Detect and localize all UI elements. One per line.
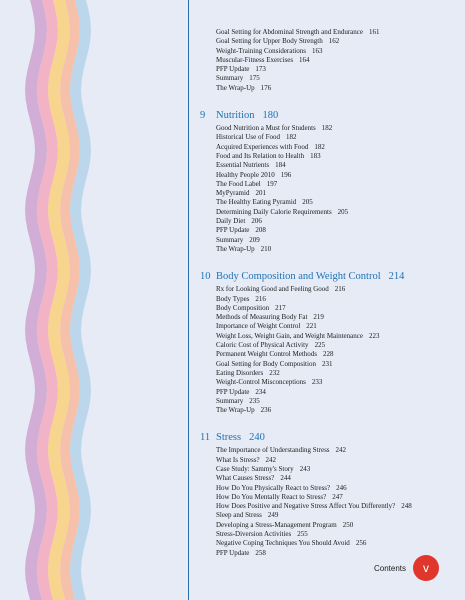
toc-entry <box>216 84 458 93</box>
chapter-number: 11 <box>200 432 211 444</box>
toc-entry-page: 182 <box>314 142 325 151</box>
toc-entry-page: 197 <box>266 179 278 188</box>
toc-entry <box>216 28 458 37</box>
decorative-wave-stripes <box>0 0 160 600</box>
chapter-entries <box>216 446 458 558</box>
toc-entry-title: The Wrap-Up <box>216 83 255 92</box>
toc-entry-title: Good Nutrition a Must for Students <box>216 124 316 133</box>
toc-entry-page: 216 <box>255 294 266 303</box>
toc-entry <box>216 474 458 483</box>
toc-entry-title: PFP Update <box>216 548 250 557</box>
toc-entry <box>216 133 458 142</box>
chapter-section <box>200 270 458 415</box>
toc-entry <box>216 236 458 245</box>
chapter-list <box>200 109 458 558</box>
toc-entry-page: 234 <box>255 387 266 396</box>
toc-entry-title: Case Study: Sammy's Story <box>216 464 294 473</box>
toc-entry <box>216 171 458 180</box>
toc-entry-title: Importance of Weight Control <box>216 322 301 331</box>
toc-entry-page: 216 <box>334 285 346 294</box>
chapter-number: 10 <box>200 271 211 283</box>
toc-entry <box>216 397 458 406</box>
toc-entry-title: Eating Disorders <box>216 368 264 377</box>
chapter-number: 9 <box>200 110 206 122</box>
continued-entries <box>216 28 458 93</box>
toc-entry <box>216 217 458 226</box>
toc-entry-page: 183 <box>310 151 321 160</box>
toc-entry-page: 201 <box>255 189 266 198</box>
chapter-page: 180 <box>262 110 279 122</box>
toc-entry <box>216 295 458 304</box>
toc-entry <box>216 521 458 530</box>
toc-entry-page: 242 <box>335 446 347 455</box>
toc-entry-title: Essential Nutrients <box>216 161 270 170</box>
toc-entry <box>216 360 458 369</box>
toc-entry-page: 246 <box>336 483 347 492</box>
toc-entry <box>216 143 458 152</box>
toc-entry-title: Determining Daily Calorie Requirements <box>216 207 332 216</box>
chapter-section <box>200 109 458 254</box>
toc-entry <box>216 341 458 350</box>
toc-entry-title: Weight-Control Misconceptions <box>216 378 306 387</box>
toc-entry-title: Weight-Training Considerations <box>216 46 306 55</box>
toc-entry-page: 210 <box>260 244 272 253</box>
toc-entry <box>216 226 458 235</box>
toc-entry <box>216 322 458 331</box>
toc-entry-title: What Is Stress? <box>216 455 260 464</box>
toc-entry-title: Methods of Measuring Body Fat <box>216 313 308 322</box>
toc-entry-page: 182 <box>321 124 333 133</box>
toc-entry-page: 196 <box>280 170 292 179</box>
toc-entry-page: 231 <box>321 359 333 368</box>
toc-entry-page: 182 <box>285 133 297 142</box>
toc-entry-page: 221 <box>306 322 317 331</box>
toc-entry <box>216 465 458 474</box>
toc-entry-title: Daily Diet <box>216 217 246 226</box>
toc-entry-page: 162 <box>328 37 340 46</box>
toc-entry-title: How Does Positive and Negative Stress Affect You Differently? <box>216 502 396 511</box>
toc-entry-page: 164 <box>299 55 310 64</box>
toc-entry-page: 233 <box>311 378 323 387</box>
toc-entry-title: PFP Update <box>216 65 250 74</box>
toc-entry <box>216 388 458 397</box>
toc-entry <box>216 56 458 65</box>
toc-entry-page: 225 <box>314 341 326 350</box>
toc-entry <box>216 198 458 207</box>
toc-entry <box>216 189 458 198</box>
toc-entry-title: PFP Update <box>216 387 250 396</box>
toc-entry-title: The Wrap-Up <box>216 406 255 415</box>
toc-entry-title: Historical Use of Food <box>216 133 280 142</box>
toc-entry <box>216 74 458 83</box>
toc-entry-title: How Do You Mentally React to Stress? <box>216 492 327 501</box>
chapter-section <box>200 431 458 558</box>
toc-entry-page: 244 <box>280 474 291 483</box>
toc-entry-title: The Wrap-Up <box>216 244 255 253</box>
toc-entry-title: The Food Label <box>216 179 261 188</box>
toc-entry-page: 184 <box>275 161 286 170</box>
toc-entry <box>216 350 458 359</box>
toc-entry-title: Weight Loss, Weight Gain, and Weight Maintenance <box>216 331 363 340</box>
toc-entry-page: 208 <box>255 226 266 235</box>
toc-entry-title: Stress-Diversion Activities <box>216 530 292 539</box>
toc-entry <box>216 406 458 415</box>
toc-entry-page: 206 <box>251 217 262 226</box>
toc-entry-page: 217 <box>275 303 286 312</box>
toc-entry-page: 176 <box>260 83 272 92</box>
toc-entry-title: Healthy People 2010 <box>216 170 275 179</box>
toc-entry-page: 219 <box>313 313 324 322</box>
toc-entry <box>216 511 458 520</box>
toc-entry <box>216 208 458 217</box>
toc-entry <box>216 378 458 387</box>
toc-entry <box>216 539 458 548</box>
toc-entry-title: Goal Setting for Abdominal Strength and Endurance <box>216 28 363 36</box>
toc-entry <box>216 285 458 294</box>
toc-entry-page: 175 <box>249 74 260 83</box>
chapter-heading <box>200 109 458 122</box>
toc-entry-title: The Healthy Eating Pyramid <box>216 198 297 207</box>
toc-entry <box>216 493 458 502</box>
toc-entry-title: Sleep and Stress <box>216 511 262 520</box>
toc-entry-page: 223 <box>368 331 380 340</box>
toc-entry <box>216 304 458 313</box>
toc-entry-title: Body Types <box>216 294 250 303</box>
chapter-entries <box>216 124 458 254</box>
toc-entry <box>216 37 458 46</box>
toc-entry <box>216 152 458 161</box>
toc-entry <box>216 245 458 254</box>
toc-entry-title: Goal Setting for Upper Body Strength <box>216 37 323 46</box>
toc-entry-page: 255 <box>297 530 308 539</box>
toc-entry-page: 256 <box>355 539 367 548</box>
toc-entry-title: What Causes Stress? <box>216 474 275 483</box>
toc-entry-title: Rx for Looking Good and Feeling Good <box>216 285 329 294</box>
chapter-heading <box>200 270 458 283</box>
toc-entry <box>216 484 458 493</box>
toc-entry <box>216 369 458 378</box>
contents-footer-label: Contents <box>374 564 407 573</box>
toc-entry <box>216 502 458 511</box>
toc-entry <box>216 530 458 539</box>
toc-entry <box>216 161 458 170</box>
vertical-divider-rule <box>188 0 189 600</box>
chapter-heading <box>200 431 458 444</box>
page-number-badge: v <box>413 555 439 581</box>
toc-entry-page: 249 <box>267 511 279 520</box>
toc-entry <box>216 313 458 322</box>
chapter-title: Body Composition and Weight Control <box>216 271 381 283</box>
toc-entry-page: 209 <box>249 235 260 244</box>
toc-entry-title: How Do You Physically React to Stress? <box>216 483 331 492</box>
toc-entry-page: 235 <box>249 396 260 405</box>
toc-entry-title: Summary <box>216 74 244 83</box>
toc-entry-title: Negative Coping Techniques You Should Avoid <box>216 539 350 548</box>
chapter-entries <box>216 285 458 415</box>
toc-entry <box>216 124 458 133</box>
toc-entry-page: 242 <box>265 455 277 464</box>
toc-entry-page: 236 <box>260 406 272 415</box>
toc-entry-title: Caloric Cost of Physical Activity <box>216 341 309 350</box>
toc-entry <box>216 456 458 465</box>
toc-entry <box>216 332 458 341</box>
chapter-page: 240 <box>249 432 265 444</box>
toc-entry-title: Developing a Stress-Management Program <box>216 520 337 529</box>
toc-entry-title: Goal Setting for Body Composition <box>216 359 316 368</box>
chapter-title: Stress <box>216 432 242 444</box>
toc-entry-page: 247 <box>332 492 343 501</box>
toc-entry-page: 232 <box>269 368 280 377</box>
toc-entry-page: 161 <box>368 28 380 36</box>
toc-entry-title: Permanent Weight Control Methods <box>216 350 317 359</box>
toc-entry <box>216 180 458 189</box>
toc-entry-page: 243 <box>299 464 311 473</box>
toc-entry-page: 248 <box>401 502 412 511</box>
chapter-title: Nutrition <box>216 110 255 122</box>
toc-entry-title: MyPyramid <box>216 189 250 198</box>
toc-entry-page: 205 <box>302 198 313 207</box>
toc-entry-page: 163 <box>311 46 323 55</box>
toc-entry-title: The Importance of Understanding Stress <box>216 446 330 455</box>
toc-entry <box>216 65 458 74</box>
toc-entry-page: 205 <box>337 207 349 216</box>
toc-entry <box>216 47 458 56</box>
toc-entry-title: Summary <box>216 396 244 405</box>
toc-entry-page: 258 <box>255 548 266 557</box>
toc-entry-title: Food and Its Relation to Health <box>216 151 305 160</box>
toc-entry-page: 173 <box>255 65 266 74</box>
toc-entry-page: 228 <box>323 350 334 359</box>
chapter-page: 214 <box>388 271 405 283</box>
toc-entry-title: Acquired Experiences with Food <box>216 142 309 151</box>
toc-entry-title: PFP Update <box>216 226 250 235</box>
toc-entry-title: Summary <box>216 235 244 244</box>
toc-entry-page: 250 <box>342 520 354 529</box>
toc-entry <box>216 446 458 455</box>
table-of-contents <box>200 28 458 558</box>
toc-entry-title: Muscular-Fitness Exercises <box>216 55 294 64</box>
toc-entry-title: Body Composition <box>216 303 270 312</box>
